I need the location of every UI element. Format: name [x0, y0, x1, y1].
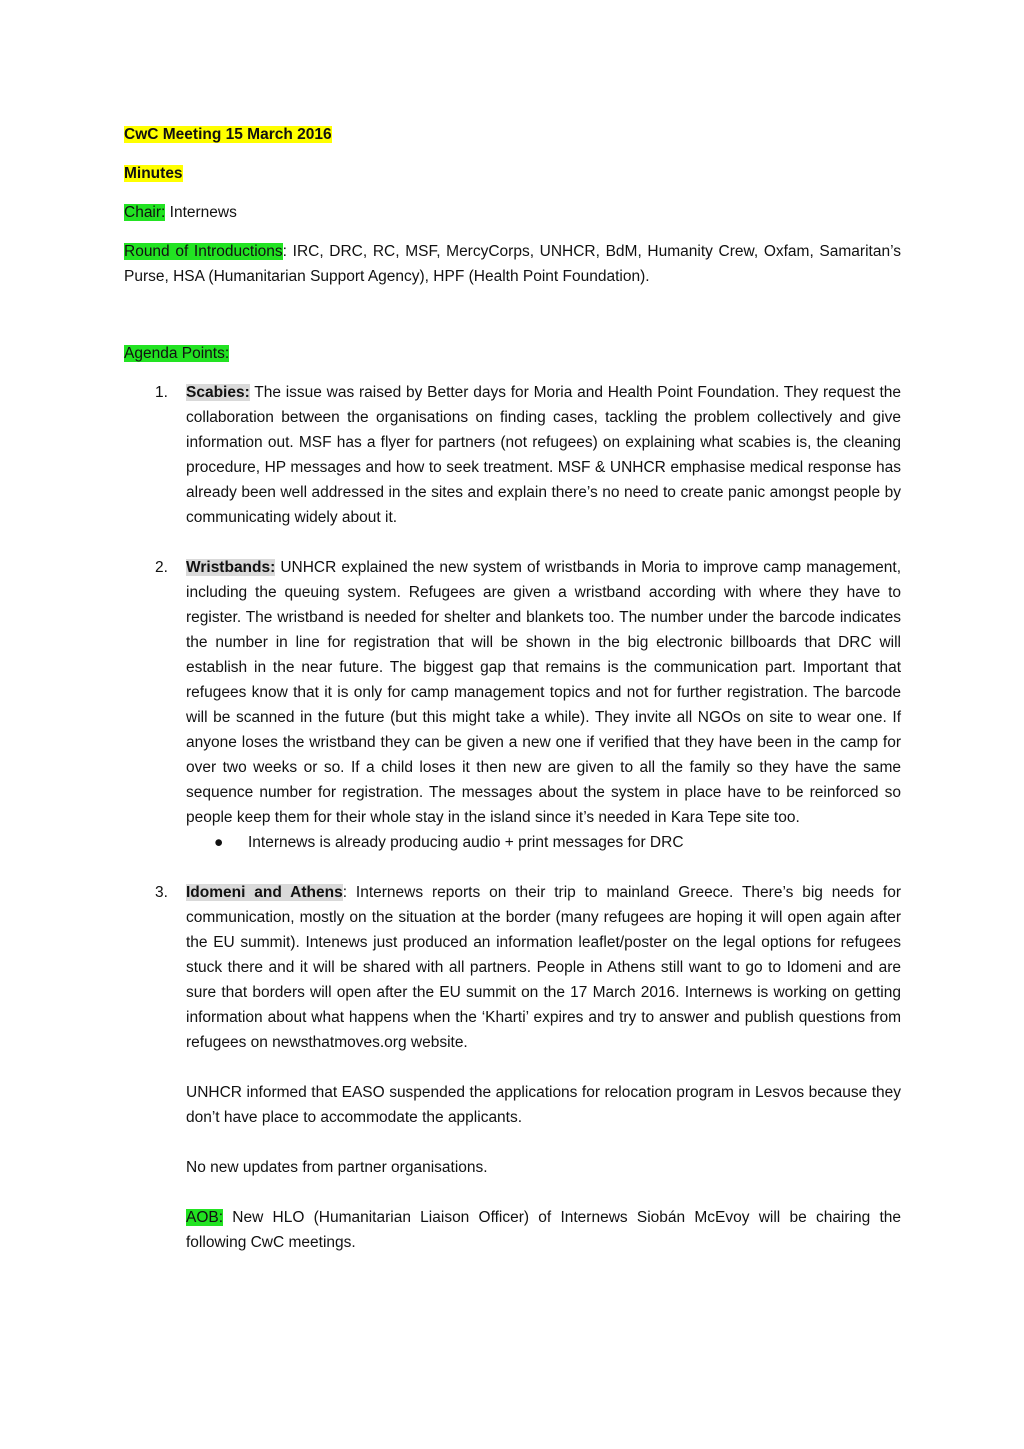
- agenda-item-text: : Internews reports on their trip to mainland Greece. There’s big needs for communication, mostly on the situation at the border (many refugees are hoping it will open again after the EU summit). Intenews just produced an information leaflet/poster on the legal options for refugees stuck there and it will be shared with all partners. People in Athens still want to go to Idomeni and are sure that borders will open after the EU summit on the 17 March 2016. Internews is working on getting information about what happens when the ‘Kharti’ expires and try to answer and publish questions from refugees on newsthatmoves.org website.: [186, 884, 901, 1051]
- aob-paragraph: [124, 1205, 901, 1255]
- chair-label: Chair:: [124, 204, 166, 221]
- agenda-item-2: [124, 555, 901, 830]
- aob-label: AOB:: [186, 1209, 224, 1226]
- introductions-text: : IRC, DRC, RC, MSF, MercyCorps, UNHCR, BdM, Humanity Crew, Oxfam, Samaritan’s Purse, HSA (Humanitarian Support Agency), HPF (Health Point Foundation).: [124, 243, 901, 285]
- agenda-item-text: The issue was raised by Better days for Moria and Health Point Foundation. They request the collaboration between the organisations on finding cases, tackling the problem collectively and give information out. MSF has a flyer for partners (not refugees) on explaining what scabies is, the cleaning procedure, HP messages and how to seek treatment. MSF & UNHCR emphasise medical response has already been well addressed in the sites and explain there’s no need to create panic amongst people by communicating widely about it.: [186, 384, 901, 526]
- chair-line: [124, 200, 901, 225]
- title-line: [124, 122, 901, 147]
- aob-text: New HLO (Humanitarian Liaison Officer) of Internews Siobán McEvoy will be chairing the following CwC meetings.: [186, 1209, 901, 1251]
- document-title: CwC Meeting 15 March 2016: [124, 126, 332, 143]
- introductions-label: Round of Introductions: [124, 243, 283, 260]
- agenda-item-1: [124, 380, 901, 530]
- agenda-item-number: 3.: [155, 884, 168, 901]
- unhcr-note: UNHCR informed that EASO suspended the applications for relocation program in Lesvos because they don’t have place to accommodate the applicants.: [186, 1084, 901, 1126]
- chair-value: Internews: [165, 204, 237, 221]
- agenda-item-label: Wristbands:: [186, 559, 276, 576]
- agenda-heading-line: [124, 341, 901, 366]
- agenda-item-3: [124, 880, 901, 1055]
- agenda-item-number: 2.: [155, 559, 168, 576]
- document-body: [124, 122, 901, 1255]
- bullet-dot-icon: ●: [214, 834, 224, 851]
- agenda-item-label: Idomeni and Athens: [186, 884, 343, 901]
- document-subtitle: Minutes: [124, 165, 183, 182]
- bullet-text: Internews is already producing audio + print messages for DRC: [248, 834, 684, 851]
- subtitle-line: [124, 161, 901, 186]
- agenda-item-number: 1.: [155, 384, 168, 401]
- introductions-paragraph: [124, 239, 901, 289]
- agenda-item-label: Scabies:: [186, 384, 250, 401]
- bullet-item: [124, 830, 901, 855]
- agenda-heading: Agenda Points:: [124, 345, 230, 362]
- agenda-item-text: UNHCR explained the new system of wristbands in Moria to improve camp management, including the queuing system. Refugees are given a wristband according with where they have to register. The wristband is needed for shelter and blankets too. The number under the barcode indicates the number in line for registration that will be shown in the big electronic billboards that DRC will establish in the near future. The biggest gap that remains is the communication part. Important that refugees know that it is only for camp management topics and not for further registration. The barcode will be scanned in the future (but this might take a while). They invite all NGOs on site to wear one. If anyone loses the wristband they can be given a new one if verified that they have been in the camp for over two weeks or so. If a child loses it then new are given to all the family so they have the same sequence number for registration. The messages about the system in place have to be reinforced so people keep them for their whole stay in the island since it’s needed in Kara Tepe site too.: [186, 559, 901, 826]
- no-updates-note: No new updates from partner organisations.: [186, 1159, 488, 1176]
